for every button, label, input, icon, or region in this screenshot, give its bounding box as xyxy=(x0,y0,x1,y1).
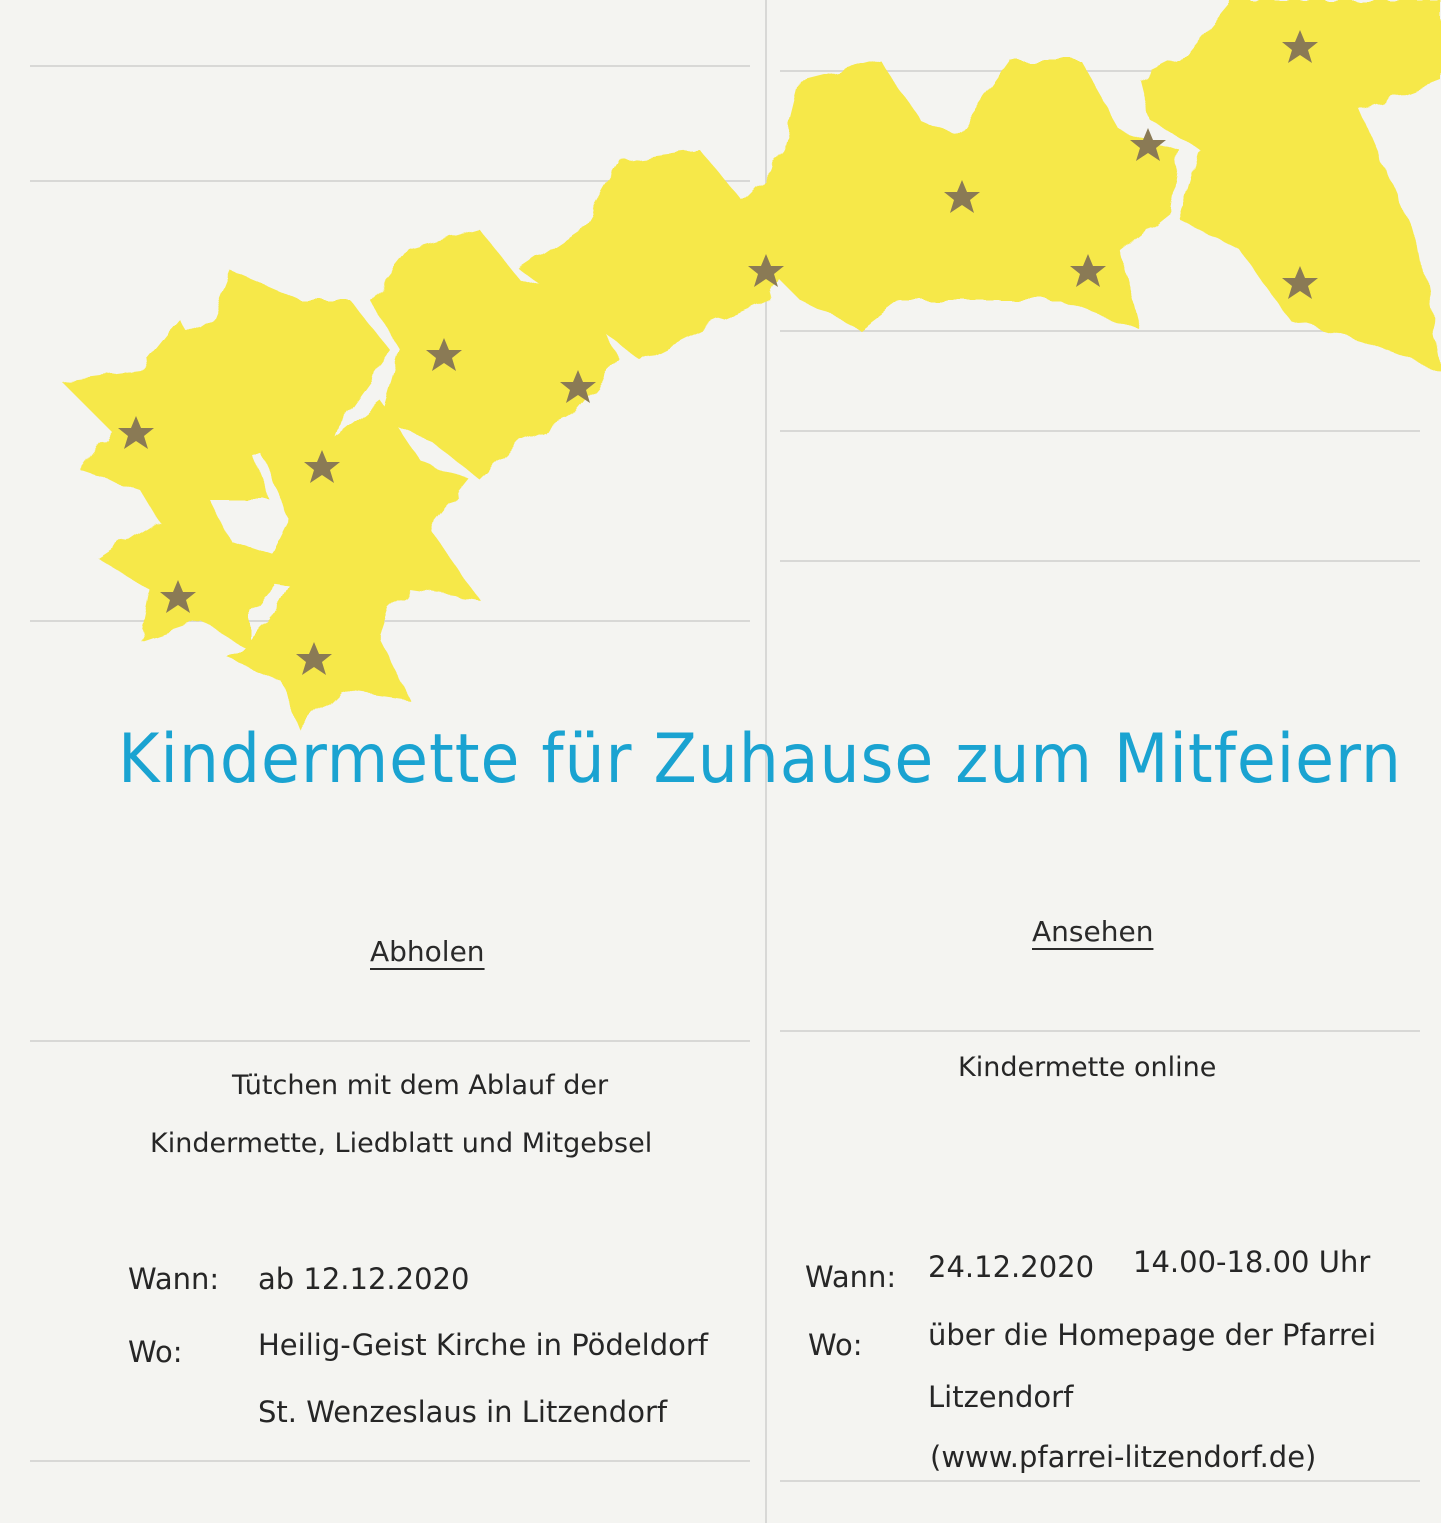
shooting-star-illustration xyxy=(0,0,1441,740)
ansehen-where-line2: Litzendorf xyxy=(928,1380,1074,1414)
ansehen-when-time: 14.00-18.00 Uhr xyxy=(1133,1245,1371,1279)
ansehen-when-date: 24.12.2020 xyxy=(928,1250,1095,1284)
star-shapes xyxy=(60,0,1441,730)
heading-ansehen: Ansehen xyxy=(1032,915,1154,948)
ansehen-when-label: Wann: xyxy=(805,1260,897,1294)
ansehen-description: Kindermette online xyxy=(958,1052,1217,1083)
abholen-description-line2: Kindermette, Liedblatt und Mitgebsel xyxy=(150,1128,653,1159)
abholen-when-value: ab 12.12.2020 xyxy=(258,1262,470,1296)
abholen-where-line2: St. Wenzeslaus in Litzendorf xyxy=(258,1395,668,1429)
abholen-description-line1: Tütchen mit dem Ablauf der xyxy=(232,1070,609,1101)
ansehen-where-line3-website: (www.pfarrei-litzendorf.de) xyxy=(930,1440,1317,1474)
page-title: Kindermette für Zuhause zum Mitfeiern xyxy=(118,720,1402,799)
ansehen-where-line1: über die Homepage der Pfarrei xyxy=(928,1318,1377,1352)
abholen-when-label: Wann: xyxy=(128,1262,220,1296)
heading-abholen: Abholen xyxy=(370,935,485,968)
abholen-where-label: Wo: xyxy=(128,1335,183,1369)
abholen-where-line1: Heilig-Geist Kirche in Pödeldorf xyxy=(258,1328,709,1362)
star-shape xyxy=(100,480,290,650)
ansehen-where-label: Wo: xyxy=(808,1328,863,1362)
